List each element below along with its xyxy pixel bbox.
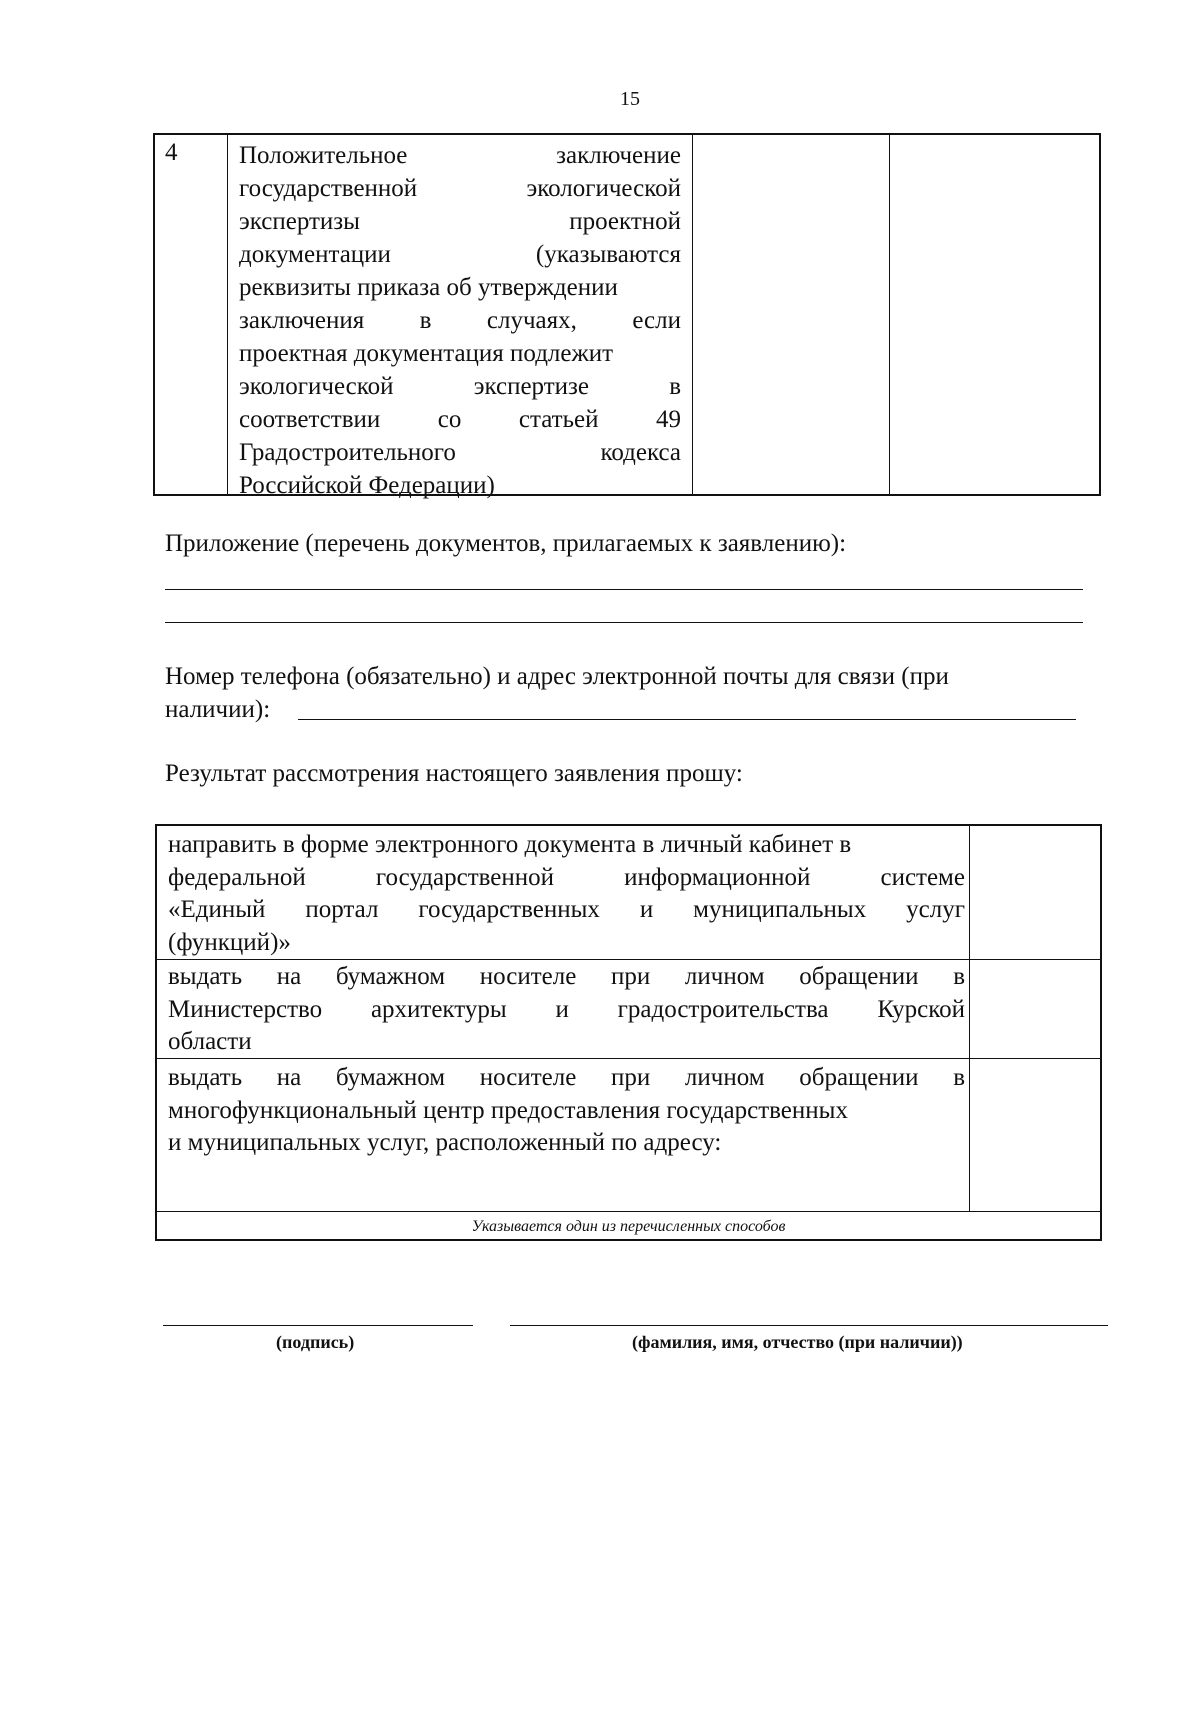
option-electronic-checkbox[interactable] — [971, 826, 1100, 958]
text-line — [239, 205, 681, 238]
word: на — [276, 963, 302, 990]
word: заключение — [556, 142, 681, 169]
word: портал — [305, 896, 379, 923]
word: при — [610, 963, 651, 990]
word: экспертизы — [239, 208, 360, 235]
word: в — [669, 373, 681, 400]
table-divider — [227, 135, 228, 494]
word: соответствии — [239, 406, 381, 433]
table-divider — [889, 135, 890, 494]
word: (функций)» — [168, 928, 291, 956]
option-mfc — [168, 1062, 965, 1160]
text-line — [239, 403, 681, 436]
word: экспертизе — [473, 373, 589, 400]
text-line — [239, 139, 681, 172]
text-line — [168, 1026, 965, 1059]
attachment-line-1[interactable] — [165, 589, 1083, 590]
table-row-divider — [157, 959, 1100, 960]
word: архитектуры — [370, 995, 507, 1023]
contact-text-line-2: наличии): — [165, 696, 271, 723]
word: проектная документация подлежит — [239, 340, 614, 367]
text-line — [168, 1095, 965, 1128]
text-line — [168, 994, 965, 1027]
text-line — [239, 370, 681, 403]
text-line — [168, 1062, 965, 1095]
word: выдать — [168, 963, 243, 990]
word: бумажном — [335, 1064, 446, 1091]
text-line — [239, 436, 681, 469]
word: системе — [880, 863, 965, 891]
word: Курской — [877, 995, 965, 1023]
word: если — [632, 307, 681, 334]
row-description — [239, 139, 681, 502]
result-title: Результат рассмотрения настоящего заявления прошу: — [165, 760, 743, 787]
word: статьей — [518, 406, 599, 433]
word: экологической — [526, 175, 681, 202]
word: личном — [684, 1064, 765, 1091]
contact-text — [165, 660, 1085, 726]
options-note: Указывается один из перечисленных способов — [471, 1218, 786, 1235]
attachment-title: Приложение (перечень документов, прилагаемых к заявлению): — [165, 530, 847, 557]
word: носителе — [479, 963, 577, 990]
word: государственной — [375, 863, 555, 891]
word: «Единый — [168, 896, 266, 923]
word: обращении — [799, 963, 919, 990]
word: Российской Федерации) — [239, 472, 495, 499]
word: реквизиты приказа об утверждении — [239, 274, 618, 301]
word: услуг — [906, 896, 965, 923]
text-line — [168, 829, 965, 862]
text-line — [168, 927, 965, 960]
option-electronic — [168, 829, 965, 959]
full-name-label: (фамилия, имя, отчество (при наличии)) — [632, 1332, 963, 1352]
row-cell-value-1[interactable] — [694, 135, 888, 494]
full-name-line[interactable] — [510, 1325, 1108, 1326]
word: на — [276, 1064, 302, 1091]
word: информационной — [624, 863, 811, 891]
row-cell-value-2[interactable] — [891, 135, 1099, 494]
word: кодекса — [600, 439, 681, 466]
word: экологической — [239, 373, 394, 400]
text-line — [239, 172, 681, 205]
word: федеральной — [168, 863, 306, 891]
option-ministry — [168, 961, 965, 1059]
word: в — [953, 963, 965, 990]
word: бумажном — [335, 963, 446, 990]
word: 49 — [656, 406, 681, 433]
word: государственной — [239, 175, 418, 202]
word: Градостроительного — [239, 439, 456, 466]
text-line — [239, 337, 681, 370]
table-row-divider — [157, 1211, 1100, 1212]
word: личном — [684, 963, 765, 990]
word: носителе — [479, 1064, 577, 1091]
row-number: 4 — [165, 139, 178, 166]
word: документации — [239, 241, 391, 268]
signature-line[interactable] — [163, 1325, 473, 1326]
word: проектной — [569, 208, 681, 235]
contact-input-line[interactable] — [298, 719, 1076, 720]
text-line — [239, 304, 681, 337]
text-line — [168, 862, 965, 895]
word: в — [419, 307, 432, 334]
contact-text-line-1: Номер телефона (обязательно) и адрес электронной почты для связи (при — [165, 663, 949, 690]
word: Министерство — [168, 995, 323, 1023]
option-ministry-checkbox[interactable] — [971, 960, 1100, 1057]
word: и — [555, 995, 569, 1023]
word: и — [639, 896, 654, 923]
table-divider — [969, 826, 970, 1211]
text-line — [239, 469, 681, 502]
table-divider — [692, 135, 693, 494]
text-line — [168, 961, 965, 994]
text-line — [168, 894, 965, 927]
word: градостроительства — [617, 995, 829, 1023]
attachment-line-2[interactable] — [165, 622, 1083, 623]
word: (указываются — [535, 241, 681, 268]
word: направить в форме электронного документа в личный кабинет в — [168, 831, 852, 858]
text-line — [239, 238, 681, 271]
signature-label: (подпись) — [276, 1332, 355, 1352]
word: муниципальных — [693, 896, 867, 923]
text-line — [168, 1127, 965, 1160]
word: области — [168, 1028, 252, 1055]
documents-table — [153, 133, 1101, 499]
word: со — [437, 406, 462, 433]
word: в — [953, 1064, 965, 1091]
word: обращении — [799, 1064, 919, 1091]
word: и муниципальных услуг, расположенный по адресу: — [168, 1129, 722, 1156]
option-mfc-checkbox[interactable] — [971, 1059, 1100, 1210]
word: Положительное — [239, 142, 408, 169]
word: при — [610, 1064, 651, 1091]
page-number: 15 — [620, 88, 640, 110]
word: государственных — [418, 896, 600, 923]
word: случаях, — [486, 307, 577, 334]
delivery-options-table — [155, 824, 1102, 1241]
word: выдать — [168, 1064, 243, 1091]
word: заключения — [239, 307, 365, 334]
word: многофункциональный центр предоставления государственных — [168, 1096, 848, 1124]
text-line — [239, 271, 681, 304]
